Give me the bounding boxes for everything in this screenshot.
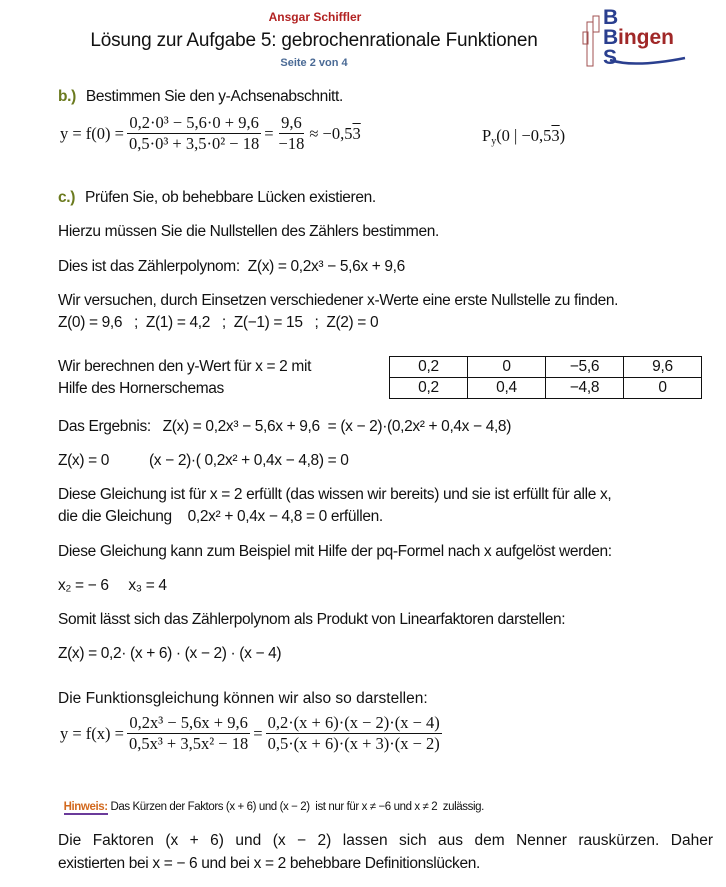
linear-formula: Z(x) = 0,2· (x + 6) · (x − 2) · (x − 4) <box>58 645 282 662</box>
horner-cell: 0 <box>624 378 702 399</box>
func-fraction-2-numerator: 0,2·(x + 6)·(x − 2)·(x − 4) <box>267 713 440 732</box>
point-subscript: y <box>491 136 497 147</box>
func-fraction-2 <box>266 714 442 753</box>
horner-cell: 0,4 <box>468 378 546 399</box>
text-einsetzen: Wir versuchen, durch Einsetzen verschiedener x-Werte eine erste Nullstelle zu finden. <box>58 292 619 309</box>
zaehler-prefix: Dies ist das Zählerpolynom: <box>58 258 240 275</box>
horner-cell: 9,6 <box>624 357 702 378</box>
hint-text: Das Kürzen der Faktors (x + 6) und (x − 2) ist nur für x ≠ −6 und x ≠ 2 zulässig. <box>110 801 484 813</box>
fraction-2-numerator: 9,6 <box>281 113 302 132</box>
text-horner-1: Wir berechnen den y-Wert für x = 2 mit <box>58 358 312 375</box>
func-fraction-2-denominator: 0,5·(x + 6)·(x + 3)·(x − 2) <box>267 734 440 753</box>
logo-letter-s: S <box>603 46 618 69</box>
approx-period: 3 <box>352 123 361 143</box>
func-fraction-1-denominator: 0,5x³ + 3,5x² − 18 <box>128 734 249 753</box>
fraction-1-numerator: 0,2·0³ − 5,6·0 + 9,6 <box>129 113 259 132</box>
text-ergebnis: Das Ergebnis: Z(x) = 0,2x³ − 5,6x + 9,6 = (x − 2)·(0,2x² + 0,4x − 4,8) <box>58 418 512 435</box>
logo-letter-b2: B <box>603 26 619 49</box>
horner-cell: −5,6 <box>546 357 624 378</box>
section-b-heading <box>58 88 343 106</box>
point-close: ) <box>559 126 566 145</box>
fraction-2-denominator: −18 <box>278 134 305 153</box>
func-lhs: y = f(x) = <box>60 723 124 743</box>
text-z-values: Z(0) = 9,6 ; Z(1) = 4,2 ; Z(−1) = 15 ; Z(2) = 0 <box>58 314 379 331</box>
text-horner-2: Hilfe des Hornerschemas <box>58 380 224 397</box>
function-equation <box>60 714 445 753</box>
bbs-bingen-logo <box>580 6 690 72</box>
text-conclusion-2: existierten bei x = − 6 und bei x = 2 behebbare Definitionslücken. <box>58 855 480 872</box>
text-explain-2: die die Gleichung 0,2x² + 0,4x − 4,8 = 0 erfüllen. <box>58 508 383 525</box>
fraction-2 <box>277 114 307 153</box>
point-value: (0 | −0,5 <box>496 126 552 145</box>
logo-word: ingen <box>618 26 674 49</box>
func-fraction-1 <box>127 714 250 753</box>
page-info: Seite 2 von 4 <box>280 57 348 69</box>
zero-equation <box>58 452 349 470</box>
section-b-label: b.) <box>58 88 76 105</box>
section-c-heading <box>58 189 376 207</box>
text-roots: x₂ = − 6 x₃ = 4 <box>58 577 167 594</box>
func-fraction-1-numerator: 0,2x³ − 5,6x + 9,6 <box>129 713 248 732</box>
horner-row-1 <box>390 357 702 378</box>
horner-cell: 0,2 <box>390 357 468 378</box>
section-c-text: Prüfen Sie, ob behebbare Lücken existieren. <box>85 189 376 206</box>
y-intercept-equation <box>60 114 361 153</box>
point-period: 3 <box>551 126 560 145</box>
zero-eq-left: Z(x) = 0 <box>58 452 110 469</box>
eq-lhs: y = f(0) = <box>60 123 124 143</box>
point-label: P <box>482 126 492 145</box>
horner-cell: 0 <box>468 357 546 378</box>
text-conclusion-1: Die Faktoren (x + 6) und (x − 2) lassen sich aus dem Nenner rauskürzen. Daher <box>58 832 713 849</box>
hint-note <box>58 789 484 813</box>
horner-cell: 0,2 <box>390 378 468 399</box>
page-title: Lösung zur Aufgabe 5: gebrochenrationale Funktionen <box>90 30 538 51</box>
text-funktionsgleichung: Die Funktionsgleichung können wir also so darstellen: <box>58 690 428 707</box>
y-intercept-point <box>482 126 565 146</box>
horner-cell: −4,8 <box>546 378 624 399</box>
author-name: Ansgar Schiffler <box>268 10 362 24</box>
zero-eq-right: (x − 2)·( 0,2x² + 0,4x − 4,8) = 0 <box>149 452 349 469</box>
section-c-label: c.) <box>58 189 76 206</box>
text-pq-formel: Diese Gleichung kann zum Beispiel mit Hilfe der pq-Formel nach x aufgelöst werden: <box>58 543 612 560</box>
zaehler-formula: Z(x) = 0,2x³ − 5,6x + 9,6 <box>247 258 405 275</box>
text-zaehlerpolynom <box>58 258 405 276</box>
approx-value: ≈ −0,5 <box>309 123 353 143</box>
section-b-text: Bestimmen Sie den y-Achsenabschnitt. <box>85 88 343 105</box>
hint-label: Hinweis: <box>63 801 108 813</box>
text-nullstellen: Hierzu müssen Sie die Nullstellen des Zählers bestimmen. <box>58 223 439 240</box>
fraction-1-denominator: 0,5·0³ + 3,5·0² − 18 <box>128 134 260 153</box>
text-linearfaktoren: Somit lässt sich das Zählerpolynom als Produkt von Linearfaktoren darstellen: <box>58 611 566 628</box>
eq-mid: = <box>264 123 274 143</box>
horner-table <box>389 356 702 399</box>
func-mid: = <box>253 723 263 743</box>
horner-row-2 <box>390 378 702 399</box>
fraction-1 <box>127 114 261 153</box>
logo-letter-b1: B <box>603 6 619 29</box>
text-explain-1: Diese Gleichung ist für x = 2 erfüllt (das wissen wir bereits) und sie ist erfüllt für alle x, <box>58 486 612 503</box>
